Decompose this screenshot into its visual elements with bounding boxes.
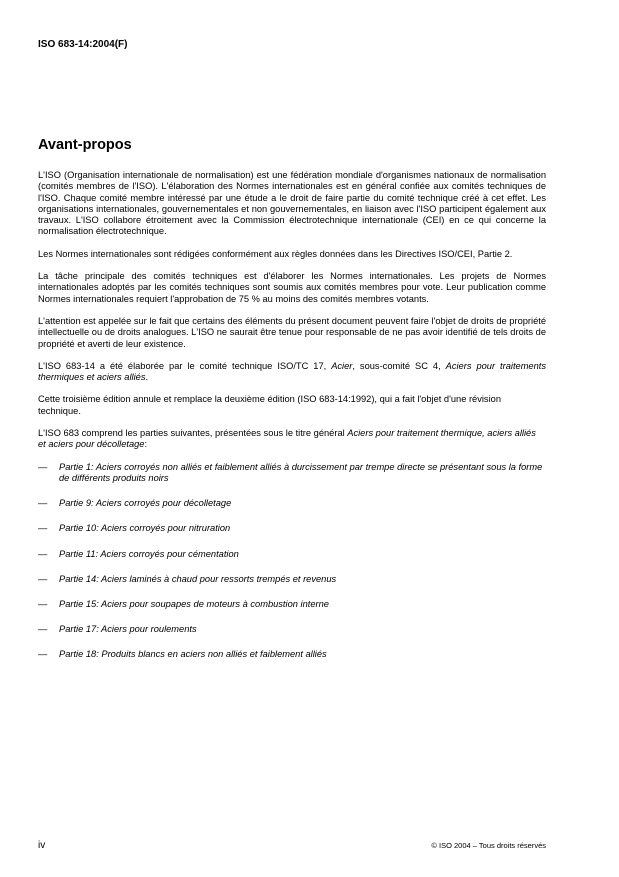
paragraph-parts-intro (38, 428, 546, 451)
paragraph-technical-committees: La tâche principale des comités techniques est d'élaborer les Normes internationales. Les projets de Normes internationales adoptés par les comités techniques sont soumis aux comités membres pour vote. Leur publication comme Normes internationales requiert l'approbation de 75 % au moins des comités membres votants. (38, 271, 546, 304)
list-dash: — (38, 523, 48, 534)
parts-intro-text: L'ISO 683 comprend les parties suivantes, présentées sous le titre général (38, 428, 348, 439)
prepared-by-text-3: . (145, 372, 149, 383)
part-label: Partie 9: Aciers corroyés pour décolletage (59, 498, 232, 509)
page-title: Avant-propos (38, 137, 132, 153)
part-label: Partie 14: Aciers laminés à chaud pour ressorts trempés et revenus (59, 573, 337, 584)
part-label: Partie 11: Aciers corroyés pour cémentation (59, 548, 239, 559)
list-dash: — (38, 498, 48, 509)
list-item (38, 498, 546, 509)
list-dash: — (38, 548, 48, 559)
part-label: Partie 17: Aciers pour roulements (59, 624, 197, 635)
list-item (38, 624, 546, 635)
part-label: Partie 18: Produits blancs en aciers non alliés et faiblement alliés (59, 649, 327, 660)
paragraph-iso-intro: L'ISO (Organisation internationale de normalisation) est une fédération mondiale d'organismes nationaux de normalisation (comités membres de l'ISO). L'élaboration des Normes internationales est en général confiée aux comités techniques de l'ISO. Chaque comité membre intéressé par une étude a le droit de faire partie du comité technique créé à cet effet. Les organisations internationales, gouvernementales et non gouvernementales, en liaison avec l'ISO participent également aux travaux. L'ISO collabore étroitement avec la Commission électrotechnique internationale (CEI) en ce qui concerne la normalisation électrotechnique. (38, 170, 546, 237)
part-label: Partie 15: Aciers pour soupapes de moteurs à combustion interne (59, 598, 329, 609)
list-item (38, 462, 546, 485)
page-number: iv (38, 840, 46, 851)
list-dash: — (38, 573, 48, 584)
part-label: Partie 1: Aciers corroyés non alliés et faiblement alliés à durcissement par trempe directe se présentant sous la forme de différents produits noirs (59, 461, 543, 483)
list-dash: — (38, 598, 48, 609)
parts-list (38, 462, 546, 661)
document-id: ISO 683-14:2004(F) (38, 39, 128, 50)
part-label: Partie 10: Aciers corroyés pour nitruration (59, 523, 231, 534)
parts-intro-colon: : (144, 439, 148, 450)
parts-general-title: Aciers pour traitement thermique, aciers alliés et aciers pour décolletage (38, 428, 536, 450)
list-dash: — (38, 461, 48, 472)
prepared-by-committee: Acier (331, 360, 353, 371)
list-dash: — (38, 649, 48, 660)
page-body (38, 170, 546, 674)
list-item (38, 523, 546, 534)
paragraph-patent-rights: L'attention est appelée sur le fait que certains des éléments du présent document peuvent faire l'objet de droits de propriété intellectuelle ou de droits analogues. L'ISO ne saurait être tenue pour responsable de ne pas avoir identifié de tels droits de propriété et averti de leur existence. (38, 315, 546, 349)
list-item (38, 574, 546, 585)
paragraph-edition: Cette troisième édition annule et remplace la deuxième édition (ISO 683-14:1992), qui a fait l'objet d'une révision technique. (38, 394, 501, 416)
list-dash: — (38, 624, 48, 635)
list-item (38, 649, 546, 660)
prepared-by-text-1: L'ISO 683-14 a été élaborée par le comité technique ISO/TC 17, (38, 360, 332, 371)
prepared-by-text-2: , sous-comité SC 4, (352, 360, 446, 371)
list-item (38, 549, 546, 560)
copyright-notice: © ISO 2004 – Tous droits réservés (431, 841, 546, 850)
paragraph-prepared-by (38, 361, 546, 384)
list-item (38, 599, 546, 610)
prepared-by-subcommittee: Aciers pour traitements thermiques et aciers alliés (38, 360, 547, 383)
paragraph-directives: Les Normes internationales sont rédigées conformément aux règles données dans les Directives ISO/CEI, Partie 2. (38, 248, 513, 259)
